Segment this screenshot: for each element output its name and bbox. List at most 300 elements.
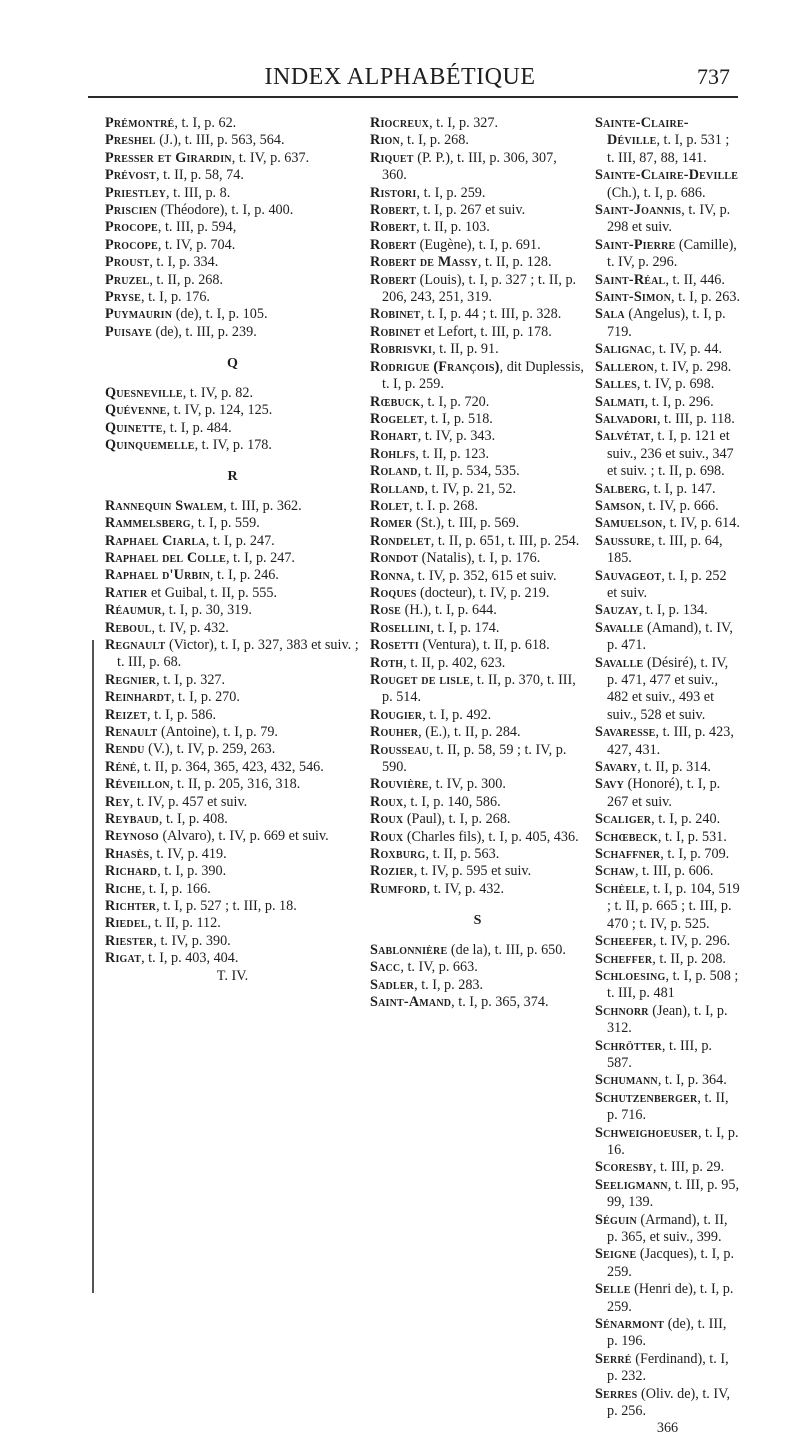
entry-name: Renault: [105, 724, 158, 740]
index-entry: [370, 863, 585, 880]
entry-reference: , t. II, p. 402, 623.: [403, 654, 506, 671]
entry-name: Ratier: [105, 584, 148, 601]
entry-reference: , t. IV, p. 704.: [157, 236, 236, 253]
index-entry: [595, 1316, 740, 1351]
entry-name: Robert: [370, 202, 417, 219]
index-entry: [370, 620, 585, 637]
entry-reference: , t. I, p. 240.: [651, 811, 721, 828]
index-entry: [105, 289, 360, 306]
entry-name: Rozier: [370, 863, 414, 880]
entry-name: Seigne: [595, 1246, 637, 1263]
entry-name: Rolland: [370, 480, 425, 497]
index-entry: [370, 776, 585, 793]
entry-reference: , t. I, p. 531.: [657, 828, 727, 845]
index-entry: [370, 428, 585, 445]
index-entry: [595, 933, 740, 950]
entry-reference: , t. IV, p. 124, 125.: [166, 402, 273, 419]
index-entry: [105, 950, 360, 967]
entry-name: Reizet: [105, 706, 148, 723]
entry-reference: , t. II, p. 268.: [149, 271, 224, 288]
entry-name: Reynoso: [105, 828, 159, 845]
entry-reference: , t. I, p. 247.: [226, 549, 295, 566]
entry-reference: , dit Duplessis, t. I, p. 259.: [382, 358, 584, 393]
entry-reference: , t. IV, p. 432.: [426, 880, 505, 897]
entry-reference: , t. III, p. 606.: [635, 863, 714, 880]
index-entry: [595, 829, 740, 846]
index-entry: [105, 567, 360, 584]
entry-name: Regnier: [105, 671, 157, 688]
index-entry: [595, 394, 740, 411]
entry-name: Rigat: [105, 950, 142, 967]
entry-name: Saussure: [595, 532, 652, 549]
entry-name: Seeligmann: [595, 1176, 668, 1193]
index-entry: [595, 881, 740, 933]
entry-name: Puisaye: [105, 323, 152, 340]
entry-name: Schrötter: [595, 1037, 662, 1054]
entry-reference: , t. II, p. 370, t. III, p. 514.: [382, 672, 576, 706]
entry-name: Scoresby: [595, 1159, 653, 1176]
entry-name: Robinet: [370, 323, 421, 340]
entry-reference: , t. II, p. 128.: [477, 254, 552, 271]
index-entry: [370, 742, 585, 777]
index-entry: [105, 672, 360, 689]
index-entry: [105, 707, 360, 724]
entry-reference: , t. I. p. 268.: [409, 497, 479, 514]
entry-reference: , t. I, p. 408.: [158, 811, 228, 828]
entry-reference: , t. I, p. 268.: [399, 132, 469, 149]
index-entry: [595, 655, 740, 725]
entry-reference: , t. II, 446.: [665, 271, 725, 288]
index-entry: [370, 637, 585, 654]
entry-reference: (Amand), t. IV, p. 471.: [607, 619, 733, 654]
entry-name: Sala: [595, 306, 625, 323]
entry-name: Savy: [595, 776, 625, 793]
entry-reference: , t. I, p. 364.: [657, 1072, 727, 1089]
index-entry: [105, 306, 360, 323]
entry-reference: (docteur), t. IV, p. 219.: [416, 584, 550, 601]
index-entry: [595, 602, 740, 619]
entry-reference: , t. I, p. 327.: [156, 671, 226, 688]
entry-reference: (Louis), t. I, p. 327 ; t. II, p. 206, 243, 251, 319.: [382, 271, 577, 306]
index-entry: [595, 846, 740, 863]
entry-name: Riche: [105, 880, 142, 897]
entry-name: Robert de Massy: [370, 254, 478, 271]
entry-name: Robert: [370, 271, 417, 288]
index-entry: [105, 167, 360, 184]
entry-reference: (de), t. III, p. 239.: [151, 323, 257, 340]
entry-name: Saint-Pierre: [595, 236, 676, 253]
entry-reference: , t. II, p. 651, t. III, p. 254.: [430, 532, 580, 549]
entry-name: Sainte-Claire-Deville: [595, 167, 739, 184]
index-entry: [105, 915, 360, 932]
index-entry: [105, 437, 360, 454]
entry-reference: (de la), t. III, p. 650.: [447, 941, 566, 958]
entry-reference: , t. IV, p. 614.: [662, 515, 740, 532]
entry-name: Savary: [595, 759, 638, 776]
entry-reference: (Camille), t. IV, p. 296.: [607, 236, 737, 271]
entry-name: Robert: [370, 219, 417, 236]
entry-reference: , t. I, p. 559.: [190, 515, 260, 532]
index-entry: [595, 1281, 740, 1316]
entry-reference: (Charles fils), t. I, p. 405, 436.: [403, 828, 579, 845]
entry-reference: (Paul), t. I, p. 268.: [403, 811, 511, 828]
index-entry: [105, 933, 360, 950]
index-entry: [370, 185, 585, 202]
entry-name: Schœbeck: [595, 828, 658, 845]
entry-name: Rougier: [370, 706, 423, 723]
entry-reference: (St.), t. III, p. 569.: [412, 515, 520, 532]
entry-reference: , t. I, p. 296.: [644, 393, 714, 410]
entry-name: Saint-Réal: [595, 271, 666, 288]
index-entry: [105, 150, 360, 167]
index-entry: [595, 1003, 740, 1038]
entry-name: Riocreux: [370, 115, 430, 131]
index-entry: [370, 829, 585, 846]
entry-reference: , t. IV, p. 637.: [231, 149, 310, 166]
entry-reference: , t. II, p. 716.: [607, 1089, 729, 1124]
entry-name: Puymaurin: [105, 306, 173, 323]
entry-name: Sacc: [370, 959, 401, 976]
index-entry: [595, 376, 740, 393]
index-entry: [595, 515, 740, 532]
index-entry: [105, 794, 360, 811]
page-number: 737: [697, 64, 730, 89]
entry-name: Rhasès: [105, 845, 150, 862]
index-entry: [370, 219, 585, 236]
entry-reference: , t. IV, p. 300.: [428, 776, 506, 793]
entry-name: Sadler: [370, 976, 415, 993]
index-entry: [370, 306, 585, 323]
entry-reference: (Alvaro), t. IV, p. 669 et suiv.: [158, 828, 329, 845]
index-entry: [595, 1246, 740, 1281]
index-column-2: [370, 115, 585, 1011]
entry-name: Salmati: [595, 393, 645, 410]
entry-reference: , t. II, p. 112.: [147, 915, 221, 932]
index-entry: [105, 811, 360, 828]
entry-reference: , t. I, p. 140, 586.: [403, 793, 501, 810]
entry-reference: (Victor), t. I, p. 327, 383 et suiv. ; t. III, p. 68.: [117, 636, 359, 671]
index-entry: [595, 1090, 740, 1125]
entry-reference: , t. IV, p. 178.: [194, 436, 272, 453]
entry-reference: , t. I, p. 176.: [141, 289, 210, 306]
entry-name: Roques: [370, 584, 417, 601]
entry-reference: , t. III, p. 8.: [166, 184, 231, 201]
entry-reference: , t. I, p. 484.: [162, 419, 232, 436]
index-column-1: [105, 115, 360, 985]
index-entry: [105, 776, 360, 793]
entry-name: Reinhardt: [105, 689, 171, 706]
entry-name: Roux: [370, 828, 404, 845]
entry-name: Priscien: [105, 202, 157, 219]
entry-name: Scaliger: [595, 811, 652, 828]
index-entry: [370, 846, 585, 863]
entry-name: Rousseau: [370, 741, 430, 758]
entry-name: Romer: [370, 515, 413, 532]
index-entry: [105, 602, 360, 619]
entry-reference: , t. I, p. 709.: [660, 846, 730, 863]
entry-name: Priestley: [105, 184, 167, 201]
index-entry: [105, 237, 360, 254]
entry-name: Richard: [105, 863, 158, 880]
index-entry: [370, 602, 585, 619]
entry-name: Rendu: [105, 741, 145, 758]
entry-reference: , t. I, p. 134.: [638, 602, 708, 619]
index-entry: [370, 202, 585, 219]
entry-name: Quinquemelle: [105, 436, 195, 453]
entry-reference: , t. I, p. 334.: [149, 254, 219, 271]
entry-reference: (H.), t. I, p. 644.: [401, 602, 497, 619]
index-entry: [370, 254, 585, 271]
entry-reference: , t. IV, p. 298.: [653, 358, 732, 375]
index-entry: [370, 411, 585, 428]
entry-name: Riquet: [370, 149, 414, 166]
index-entry: [595, 306, 740, 341]
index-entry: [595, 1125, 740, 1160]
entry-name: Riedel: [105, 915, 148, 932]
entry-name: Rosellini: [370, 619, 431, 636]
index-entry: [595, 1159, 740, 1176]
entry-name: Roth: [370, 654, 404, 671]
entry-reference: (Théodore), t. I, p. 400.: [156, 202, 294, 219]
index-entry: [595, 533, 740, 568]
entry-reference: , t. I, p. 247.: [205, 532, 275, 549]
entry-name: Saint-Joannis: [595, 202, 682, 219]
entry-reference: (Angelus), t. I, p. 719.: [607, 306, 726, 340]
entry-name: Quévenne: [105, 402, 167, 419]
entry-reference: , t. I, p. 403, 404.: [141, 950, 239, 967]
index-entry: [370, 994, 585, 1011]
entry-reference: (de), t. I, p. 105.: [172, 306, 268, 323]
entry-name: Rœbuck: [370, 393, 421, 410]
entry-name: Procope: [105, 219, 158, 236]
entry-reference: , t. II, p. 314.: [637, 759, 711, 776]
index-entry: [105, 550, 360, 567]
entry-name: Schloesing: [595, 967, 666, 984]
index-entry: [105, 881, 360, 898]
entry-name: Roland: [370, 463, 418, 480]
entry-name: Séguin: [595, 1211, 637, 1228]
entry-reference: , t. I, p. 270.: [170, 689, 240, 706]
index-entry: [595, 1177, 740, 1212]
index-entry: [370, 463, 585, 480]
entry-name: Prévost: [105, 167, 156, 184]
entry-reference: , t. I, p. 259.: [416, 184, 486, 201]
entry-name: Roxburg: [370, 846, 426, 863]
index-entry: [105, 202, 360, 219]
entry-reference: , t. I, p. 252 et suiv.: [607, 567, 727, 601]
index-entry: [595, 341, 740, 358]
entry-reference: , t. III, p. 594,: [157, 219, 237, 236]
entry-reference: , t. I, p. 527 ; t. III, p. 18.: [156, 898, 297, 915]
index-entry: [105, 533, 360, 550]
index-entry: [105, 420, 360, 437]
index-entry: [370, 655, 585, 672]
index-entry: [595, 1212, 740, 1247]
index-entry: [105, 498, 360, 515]
index-entry: [105, 132, 360, 149]
index-entry: [370, 942, 585, 959]
entry-name: Raphael del Colle: [105, 549, 227, 566]
entry-reference: , t. I, p. 44 ; t. III, p. 328.: [420, 306, 562, 323]
entry-name: Reybaud: [105, 811, 159, 828]
entry-reference: , t. IV, p. 82.: [182, 384, 254, 401]
entry-name: Robinet: [370, 306, 421, 323]
entry-name: Presser et Girardin: [105, 149, 232, 166]
entry-reference: , t. III, p. 118.: [656, 410, 735, 427]
index-entry: [105, 741, 360, 758]
entry-name: Rumford: [370, 880, 427, 897]
index-entry: [105, 724, 360, 741]
entry-name: Sablonnière: [370, 941, 448, 958]
entry-reference: , t. IV, p. 44.: [651, 341, 723, 358]
entry-reference: , t. I, p. 531 ; t. III, 87, 88, 141.: [607, 132, 730, 166]
entry-reference: , t. IV, p. 390.: [153, 932, 231, 949]
index-entry: [105, 515, 360, 532]
entry-reference: , t. I, p. 121 et suiv., 236 et suiv., 347 et suiv. ; t. II, p. 698.: [607, 428, 734, 480]
entry-reference: , t. I, p. 586.: [147, 706, 216, 723]
entry-name: Pryse: [105, 289, 141, 306]
index-entry: [595, 759, 740, 776]
entry-reference: , t. I, p. 267 et suiv.: [416, 202, 526, 219]
entry-name: Procope: [105, 236, 158, 253]
entry-name: Selle: [595, 1281, 631, 1298]
entry-reference: , t. II, p. 58, 59 ; t. IV, p. 590.: [382, 741, 567, 776]
entry-name: Serré: [595, 1350, 632, 1367]
index-entry: [595, 951, 740, 968]
entry-reference: , t. IV, p. 296.: [652, 933, 731, 950]
index-entry: [595, 811, 740, 828]
entry-reference: , t. I, p. 16.: [607, 1124, 739, 1158]
entry-name: Rondot: [370, 550, 419, 567]
entry-name: Schaffner: [595, 846, 661, 863]
entry-reference: , t. IV, p. 298 et suiv.: [607, 202, 731, 236]
entry-reference: , t. IV, p. 352, 615 et suiv.: [410, 567, 557, 584]
entry-reference: (Henri de), t. I, p. 259.: [607, 1281, 734, 1315]
entry-reference: , t. II, p. 123.: [415, 445, 490, 462]
entry-reference: , t. III, p. 64, 185.: [607, 532, 723, 567]
index-entry: [370, 533, 585, 550]
entry-name: Robert: [370, 236, 417, 253]
entry-name: Samuelson: [595, 515, 663, 532]
index-entry: [370, 568, 585, 585]
index-entry: [370, 324, 585, 341]
entry-name: Salvétat: [595, 428, 651, 445]
entry-name: Savaresse: [595, 724, 656, 741]
page-title: INDEX ALPHABÉTIQUE: [264, 64, 536, 90]
entry-reference: (Armand), t. II, p. 365, et suiv., 399.: [607, 1211, 728, 1245]
entry-name: Rose: [370, 602, 402, 619]
entry-name: Rouget de lisle: [370, 672, 470, 688]
index-entry: [595, 1351, 740, 1386]
entry-reference: , t. II, p. 205, 316, 318.: [169, 776, 301, 793]
entry-reference: , t. IV, p. 663.: [400, 959, 478, 976]
entry-name: Sainte-Claire-Déville: [595, 115, 689, 149]
entry-reference: , t. I, p. 166.: [141, 880, 211, 897]
entry-name: Rey: [105, 793, 130, 810]
entry-name: Reboul: [105, 619, 152, 636]
index-entry: [370, 498, 585, 515]
entry-name: Rondelet: [370, 532, 431, 549]
entry-reference: , t. III, p. 95, 99, 139.: [607, 1176, 740, 1211]
index-entry: [370, 237, 585, 254]
entry-reference: , t. III, p. 587.: [607, 1037, 712, 1071]
index-entry: [370, 672, 585, 707]
entry-reference: , t. II, p. 208.: [652, 950, 726, 967]
entry-reference: (Antoine), t. I, p. 79.: [157, 724, 278, 740]
entry-name: Schaw: [595, 863, 636, 880]
entry-name: Rouher: [370, 724, 419, 741]
index-entry: [370, 394, 585, 411]
entry-reference: , t. II, p. 534, 535.: [417, 463, 520, 480]
entry-reference: , t. I, p. 518.: [423, 410, 493, 427]
index-entry: [105, 637, 360, 672]
index-entry: [370, 585, 585, 602]
entry-reference: , t. II, p. 103.: [416, 219, 490, 236]
entry-reference: (J.), t. III, p. 563, 564.: [155, 132, 285, 149]
entry-reference: , t. III, p. 29.: [652, 1159, 725, 1176]
entry-name: Schweighoeuser: [595, 1124, 698, 1141]
index-entry: [105, 585, 360, 602]
entry-name: Rohlfs: [370, 445, 416, 462]
entry-name: Salberg: [595, 480, 647, 497]
entry-reference: (Ch.), t. I, p. 686.: [607, 184, 706, 201]
index-entry: [595, 1072, 740, 1089]
entry-reference: , t. IV, p. 21, 52.: [424, 480, 517, 497]
entry-name: Prémontré: [105, 115, 175, 131]
entry-name: Schutzenberger: [595, 1089, 698, 1106]
index-entry: [595, 863, 740, 880]
entry-reference: , t. IV, p. 419.: [149, 845, 227, 862]
entry-name: Salleron: [595, 358, 654, 375]
entry-name: Regnault: [105, 636, 166, 653]
index-entry: [105, 402, 360, 419]
entry-reference: , t. I, p. 390.: [157, 863, 227, 880]
entry-name: Salvadori: [595, 410, 657, 427]
entry-name: Réaumur: [105, 602, 162, 619]
entry-reference: , t. IV, p. 666.: [641, 497, 719, 514]
entry-name: Schnorr: [595, 1002, 649, 1019]
index-entry: [595, 498, 740, 515]
index-entry: [370, 977, 585, 994]
entry-reference: , t. I, p. 104, 519 ; t. II, p. 665 ; t. III, p. 470 ; t. IV, p. 525.: [607, 880, 740, 932]
entry-name: Schumann: [595, 1072, 658, 1089]
entry-name: Sauzay: [595, 602, 639, 619]
entry-reference: (Ventura), t. II, p. 618.: [418, 637, 550, 654]
entry-name: Rannequin Swalem: [105, 497, 224, 514]
entry-name: Scheefer: [595, 933, 653, 950]
entry-reference: (Jacques), t. I, p. 259.: [607, 1246, 735, 1280]
index-entry: [370, 341, 585, 358]
entry-reference: (Jean), t. I, p. 312.: [607, 1002, 728, 1037]
column-footer: 366: [656, 1420, 679, 1437]
entry-name: Saint-Amand: [370, 993, 452, 1010]
section-letter: R: [227, 469, 238, 485]
index-entry: [105, 620, 360, 637]
entry-name: Sauvageot: [595, 567, 662, 584]
entry-name: Salles: [595, 376, 637, 393]
index-entry: [370, 272, 585, 307]
entry-name: Riester: [105, 932, 154, 949]
entry-reference: , t. I, p. 720.: [420, 393, 490, 410]
index-entry: [370, 150, 585, 185]
index-entry: [370, 811, 585, 828]
index-entry: [595, 428, 740, 480]
entry-reference: (de), t. III, p. 196.: [607, 1316, 727, 1350]
entry-reference: , t. I, p. 62.: [174, 115, 237, 131]
entry-reference: , t. II, p. 364, 365, 423, 432, 546.: [136, 758, 324, 775]
entry-reference: , t. IV, p. 432.: [151, 619, 229, 636]
entry-name: Roux: [370, 811, 404, 828]
